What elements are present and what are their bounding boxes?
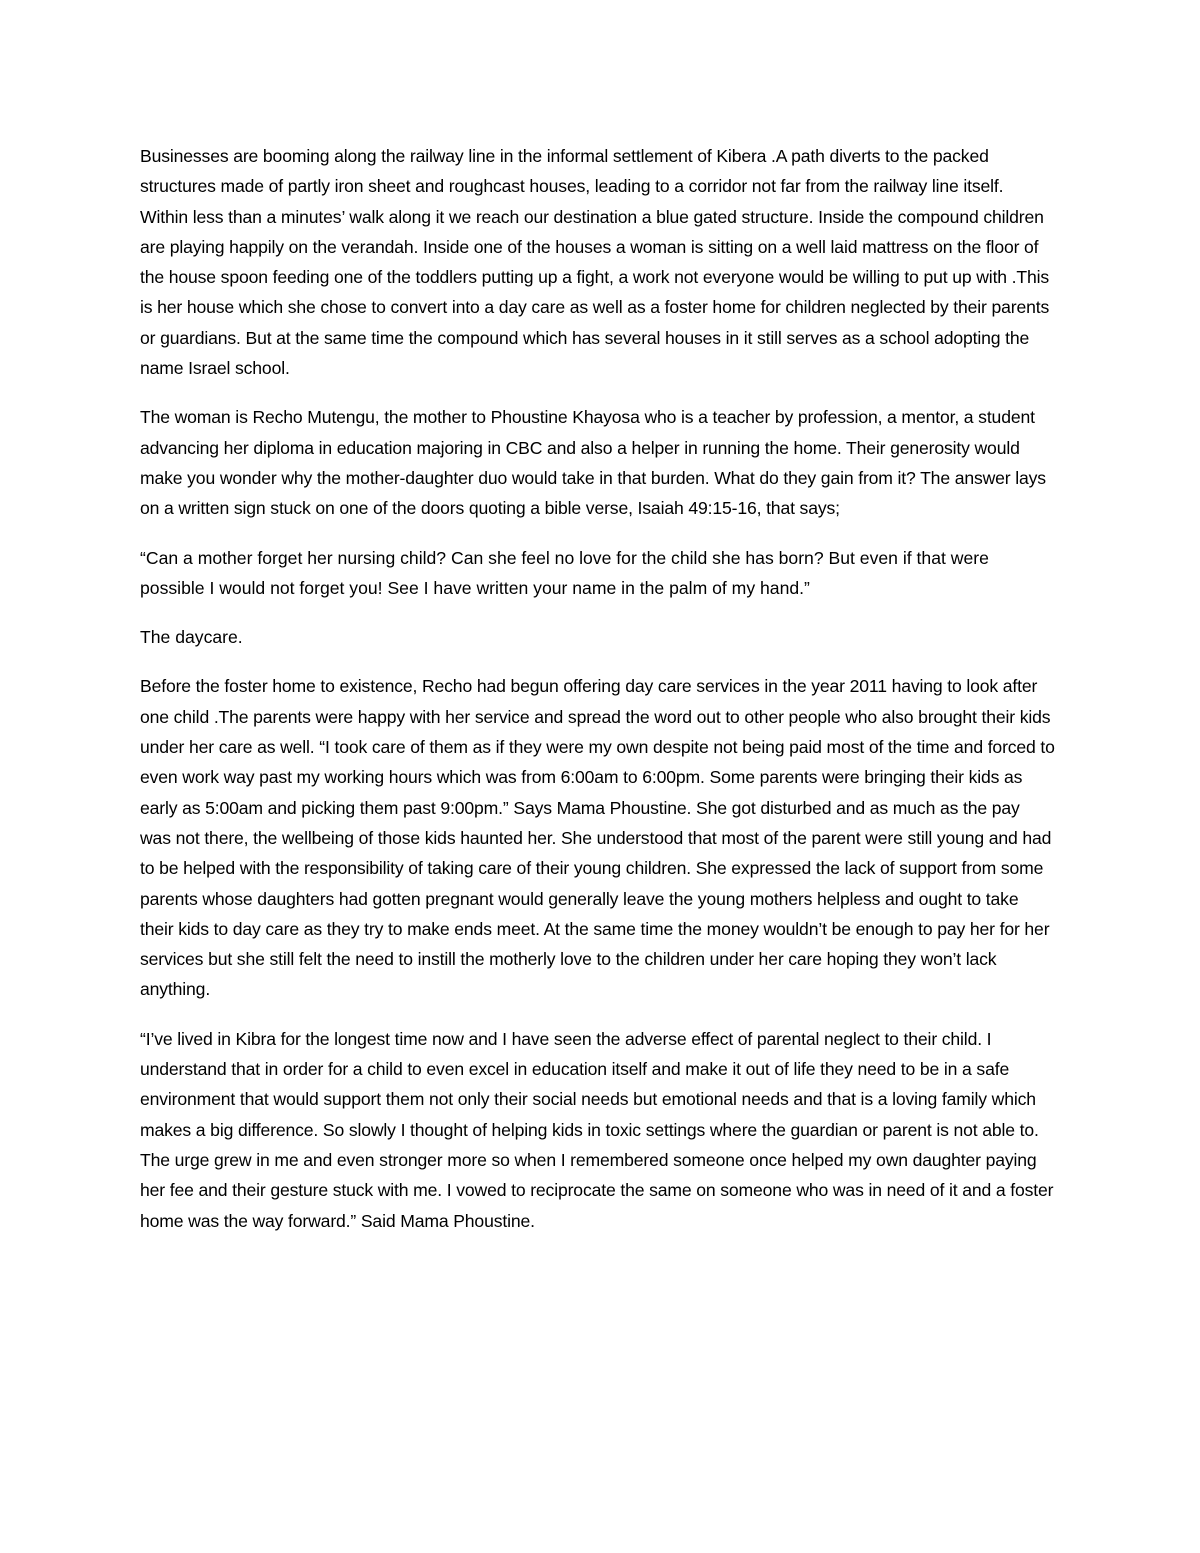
paragraph-daycare-history: Before the foster home to existence, Recho had begun offering day care services in the year 2011 having to look after one child .The parents were happy with her service and spread the word out to other people who also brought their kids under her care as well. “I took care of them as if they were my own despite not being paid most of the time and forced to even work way past my working hours which was from 6:00am to 6:00pm. Some parents were bringing their kids as early as 5:00am and picking them past 9:00pm.” Says Mama Phoustine. She got disturbed and as much as the pay was not there, the wellbeing of those kids haunted her. She understood that most of the parent were still young and had to be helped with the responsibility of taking care of their young children. She expressed the lack of support from some parents whose daughters had gotten pregnant would generally leave the young mothers helpless and ought to take their kids to day care as they try to make ends meet. At the same time the money wouldn’t be enough to pay her for her services but she still felt the need to instill the motherly love to the children under her care hoping they won’t lack anything. — [140, 676, 1055, 1000]
paragraph-bible-quote: “Can a mother forget her nursing child? Can she feel no love for the child she has born? But even if that were possible I would not forget you! See I have written your name in the palm of my hand.” — [140, 547, 989, 598]
paragraph-mama-phoustine-quote: “I’ve lived in Kibra for the longest time now and I have seen the adverse effect of parental neglect to their child. I understand that in order for a child to even excel in education itself and make it out of life they need to be in a safe environment that would support them not only their social needs but emotional needs and that is a loving family which makes a big difference. So slowly I thought of helping kids in toxic settings where the guardian or parent is not able to. The urge grew in me and even stronger more so when I remembered someone once helped my own daughter paying her fee and their gesture stuck with me. I vowed to reciprocate the same on someone who was in need of it and a foster home was the way forward.” Said Mama Phoustine. — [140, 1028, 1054, 1231]
paragraph-recho-introduction: The woman is Recho Mutengu, the mother to Phoustine Khayosa who is a teacher by profession, a mentor, a student advancing her diploma in education majoring in CBC and also a helper in running the home. Their generosity would make you wonder why the mother-daughter duo would take in that burden. What do they gain from it? The answer lays on a written sign stuck on one of the doors quoting a bible verse, Isaiah 49:15-16, that says; — [140, 407, 1046, 519]
paragraph-kibera-intro: Businesses are booming along the railway line in the informal settlement of Kibera .A path diverts to the packed structures made of partly iron sheet and roughcast houses, leading to a corridor not far from the railway line itself. Within less than a minutes’ walk along it we reach our destination a blue gated structure. Inside the compound children are playing happily on the verandah. Inside one of the houses a woman is sitting on a well laid mattress on the floor of the house spoon feeding one of the toddlers putting up a fight, a work not everyone would be willing to put up with .This is her house which she chose to convert into a day care as well as a foster home for children neglected by their parents or guardians. But at the same time the compound which has several houses in it still serves as a school adopting the name Israel school. — [140, 146, 1050, 379]
document-body — [140, 141, 1055, 1255]
section-heading-daycare: The daycare. — [140, 627, 243, 648]
